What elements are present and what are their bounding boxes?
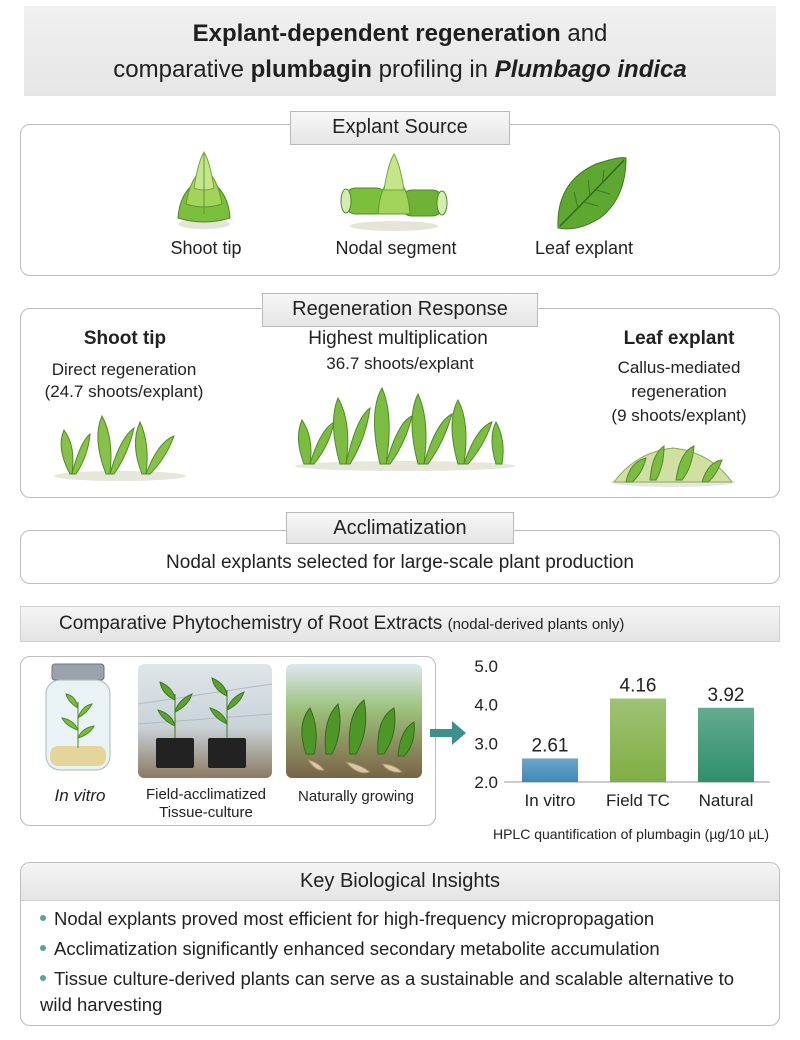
chart-caption: HPLC quantification of plumbagin (µg/10 µL) [492, 826, 770, 842]
y-tick-label: 5.0 [474, 657, 498, 676]
acclimatization-text: Nodal explants selected for large-scale plant production [166, 552, 634, 573]
title-bold: Explant-dependent regeneration [192, 20, 561, 47]
phytochem-heading-note: (nodal-derived plants only) [447, 616, 625, 633]
phytochem-heading-band [20, 606, 780, 642]
regen-nodal-title: Highest multiplication [308, 328, 488, 349]
bar-natural [698, 708, 754, 782]
title-line-2 [24, 56, 776, 84]
leaf-callus-icon [606, 432, 740, 488]
photo-label-tissue-culture: Tissue-culture [159, 804, 253, 821]
x-tick-label: In vitro [524, 791, 576, 810]
regen-shoot-tip-line2: (24.7 shoots/explant) [44, 382, 204, 401]
phytochem-heading: Comparative Phytochemistry of Root Extracts [59, 613, 443, 634]
bar-in-vitro [522, 758, 578, 782]
photo-label-in-vitro: In vitro [54, 786, 106, 805]
naturally-growing-photo [286, 664, 422, 778]
bar-value-label: 3.92 [707, 684, 745, 706]
title-banner [24, 6, 776, 96]
insight-item-continued: wild harvesting [40, 994, 163, 1015]
insight-item: Acclimatization significantly enhanced secondary metabolite accumulation [40, 936, 780, 962]
insight-item: Tissue culture-derived plants can serve as a sustainable and scalable alternative to [40, 966, 780, 992]
regen-leaf-line2: regeneration [631, 382, 727, 401]
bullet-dot-icon [40, 945, 46, 951]
x-tick-label: Natural [698, 791, 754, 810]
insight-item: Nodal explants proved most efficient for high-frequency micropropagation [40, 906, 780, 932]
photo-label-field: Field-acclimatized [145, 786, 267, 803]
photo-label-natural: Naturally growing [298, 788, 414, 805]
plumbagin-bar-chart [460, 650, 778, 820]
title-species: Plumbago indica [494, 56, 687, 83]
bar-field-tc [610, 698, 666, 782]
title-plumbagin: plumbagin [250, 56, 372, 83]
y-tick-label: 2.0 [474, 773, 498, 792]
regen-leaf-title: Leaf explant [623, 328, 735, 349]
bullet-dot-icon [40, 915, 46, 921]
explant-label-shoot-tip: Shoot tip [170, 238, 242, 258]
nodal-plantlets-icon [290, 382, 520, 472]
regen-leaf-line3: (9 shoots/explant) [611, 406, 747, 425]
title-pre: comparative [113, 56, 251, 83]
regen-nodal-line1: 36.7 shoots/explant [326, 354, 474, 373]
explant-label-nodal: Nodal segment [335, 238, 457, 258]
explant-source-heading: Explant Source [290, 111, 510, 145]
title-line-1 [24, 20, 776, 48]
regen-leaf-line1: Callus-mediated [617, 358, 741, 377]
bullet-dot-icon [40, 975, 46, 981]
explant-label-leaf: Leaf explant [534, 238, 634, 258]
y-tick-label: 4.0 [474, 695, 498, 715]
regen-shoot-tip-title: Shoot tip [83, 328, 167, 349]
title-rest: and [560, 20, 608, 47]
nodal-segment-icon [338, 150, 450, 232]
regen-shoot-tip-line1: Direct regeneration [51, 360, 197, 379]
leaf-explant-icon [548, 152, 630, 234]
y-tick-label: 3.0 [474, 734, 498, 754]
insights-heading: Key Biological Insights [299, 870, 501, 892]
x-tick-label: Field TC [606, 791, 670, 810]
bar-value-label: 2.61 [531, 735, 569, 757]
acclimatization-heading: Acclimatization [286, 512, 514, 544]
regeneration-heading: Regeneration Response [262, 293, 538, 327]
title-mid: profiling in [371, 56, 495, 83]
field-acclimatized-photo [138, 664, 272, 778]
shoot-tip-plantlets-icon [50, 408, 190, 482]
shoot-tip-icon [168, 148, 240, 230]
bar-value-label: 4.16 [619, 675, 657, 697]
in-vitro-jar-icon [40, 662, 116, 774]
